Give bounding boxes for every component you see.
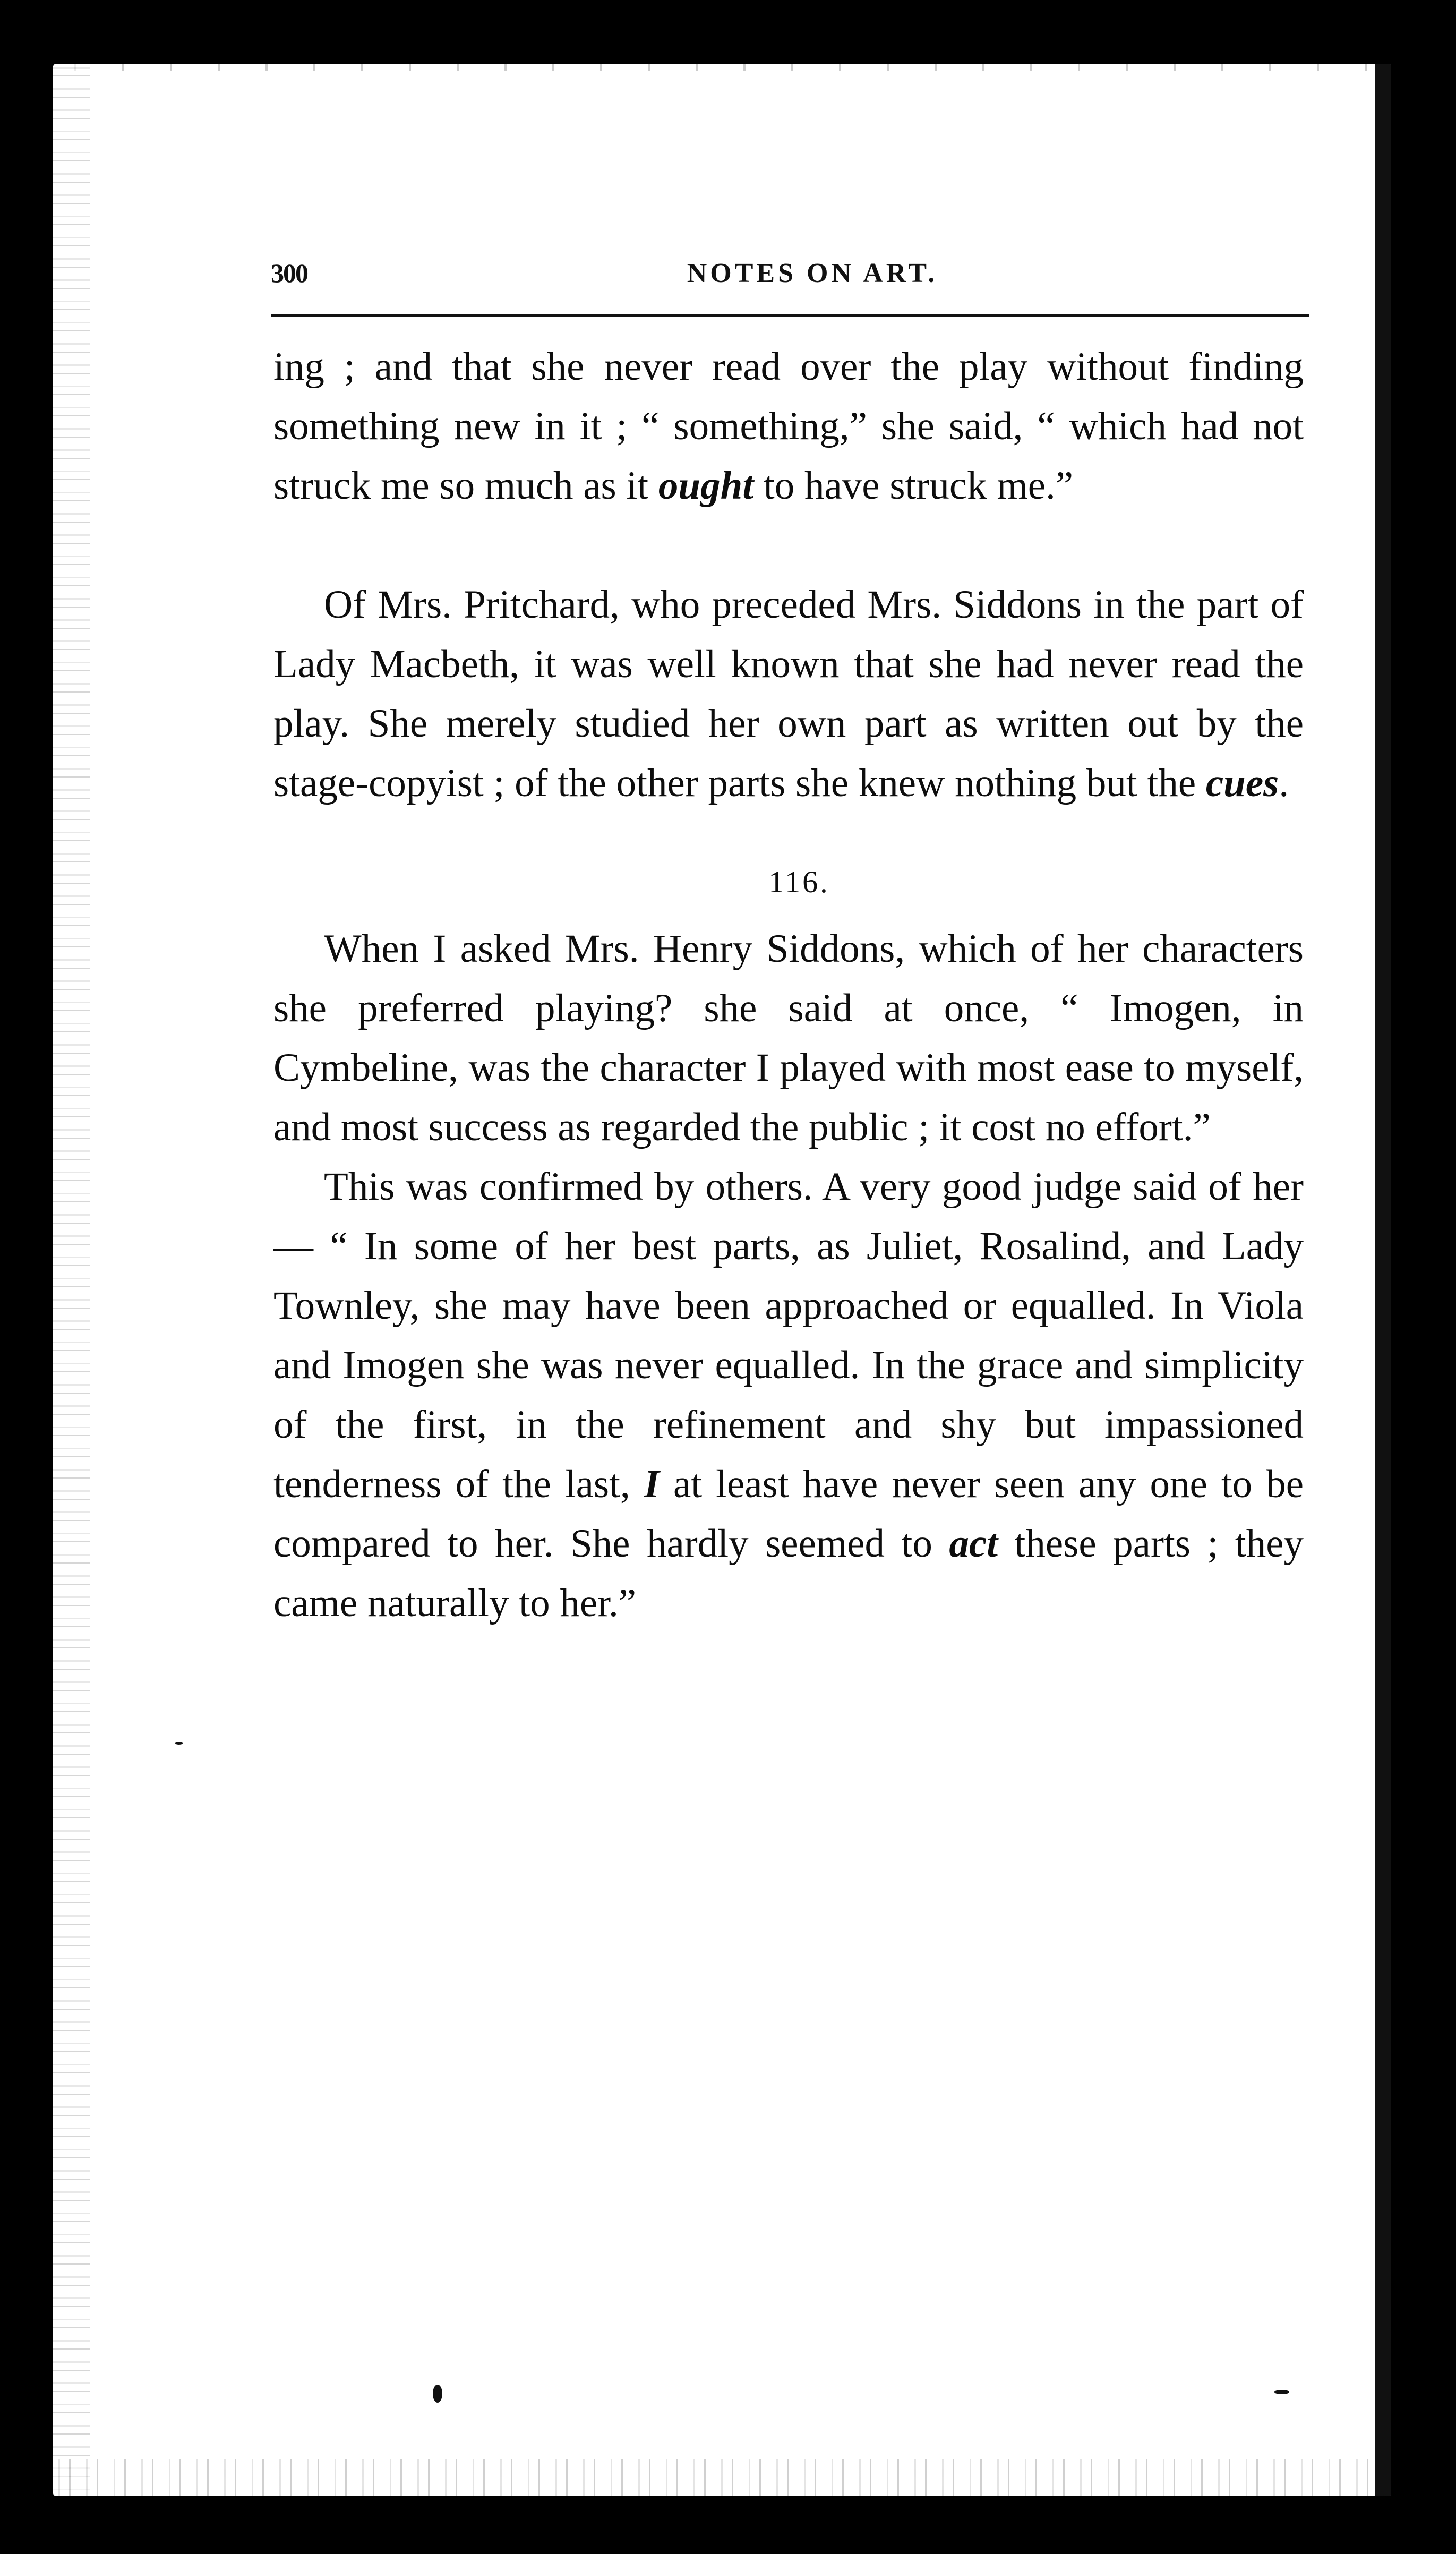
italic-run: ought <box>658 464 754 508</box>
italic-run: cues <box>1205 761 1279 805</box>
paragraph-confirmed <box>273 1157 1304 1633</box>
text-run: . <box>1279 761 1289 805</box>
paragraph-gap <box>273 516 1304 575</box>
text-run: at least have never seen any one to be compared to her. She hardly seemed to <box>273 1462 1304 1566</box>
paragraph-continuation <box>273 337 1304 516</box>
italic-run: act <box>949 1522 998 1566</box>
text-run: ing ; and that she never read over the play without finding something new in it ; “ something,” she said, “ which had not struck me so much as it <box>273 345 1304 508</box>
header-rule <box>271 314 1309 317</box>
scan-edge-bottom <box>53 2459 1391 2496</box>
scan-edge-right <box>1375 64 1391 2496</box>
text-run: these parts ; they came naturally to her.” <box>273 1522 1304 1625</box>
section-number: 116. <box>768 865 830 899</box>
scan-edge-left <box>53 64 90 2496</box>
text-run: to have struck me.” <box>753 464 1074 508</box>
italic-run: I <box>644 1462 660 1506</box>
running-head: NOTES ON ART. <box>687 258 938 288</box>
paragraph-pritchard <box>273 575 1304 813</box>
ink-speck <box>433 2385 442 2403</box>
paragraph-imogen <box>273 919 1304 1157</box>
text-run: When I asked Mrs. Henry Siddons, which of her characters she preferred playing? she said at once, “ Imogen, in Cymbeline, was the character I played with most ease to myself, and most success as regarded the public ; it cost no effort.” <box>273 927 1304 1149</box>
text-run: Of Mrs. Pritchard, who preceded Mrs. Siddons in the part of Lady Macbeth, it was well known that she had never read the play. She merely studied her own part as written out by the stage-copyist ; of the other parts she knew nothing but the <box>273 583 1304 805</box>
ink-speck <box>1274 2390 1289 2394</box>
page-number: 300 <box>271 258 307 288</box>
page-header <box>271 252 1322 300</box>
scan-edge-top <box>53 64 1391 71</box>
text-run: This was confirmed by others. A very good judge said of her — “ In some of her best parts, as Juliet, Rosalind, and Lady Townley, she may have been approached or equalled. In Viola and Imogen she was never equalled. In the grace and simplicity of the first, in the refinement and shy but impassioned tenderness of the last, <box>273 1165 1304 1506</box>
ink-speck <box>175 1742 183 1745</box>
body-text <box>273 337 1304 1633</box>
